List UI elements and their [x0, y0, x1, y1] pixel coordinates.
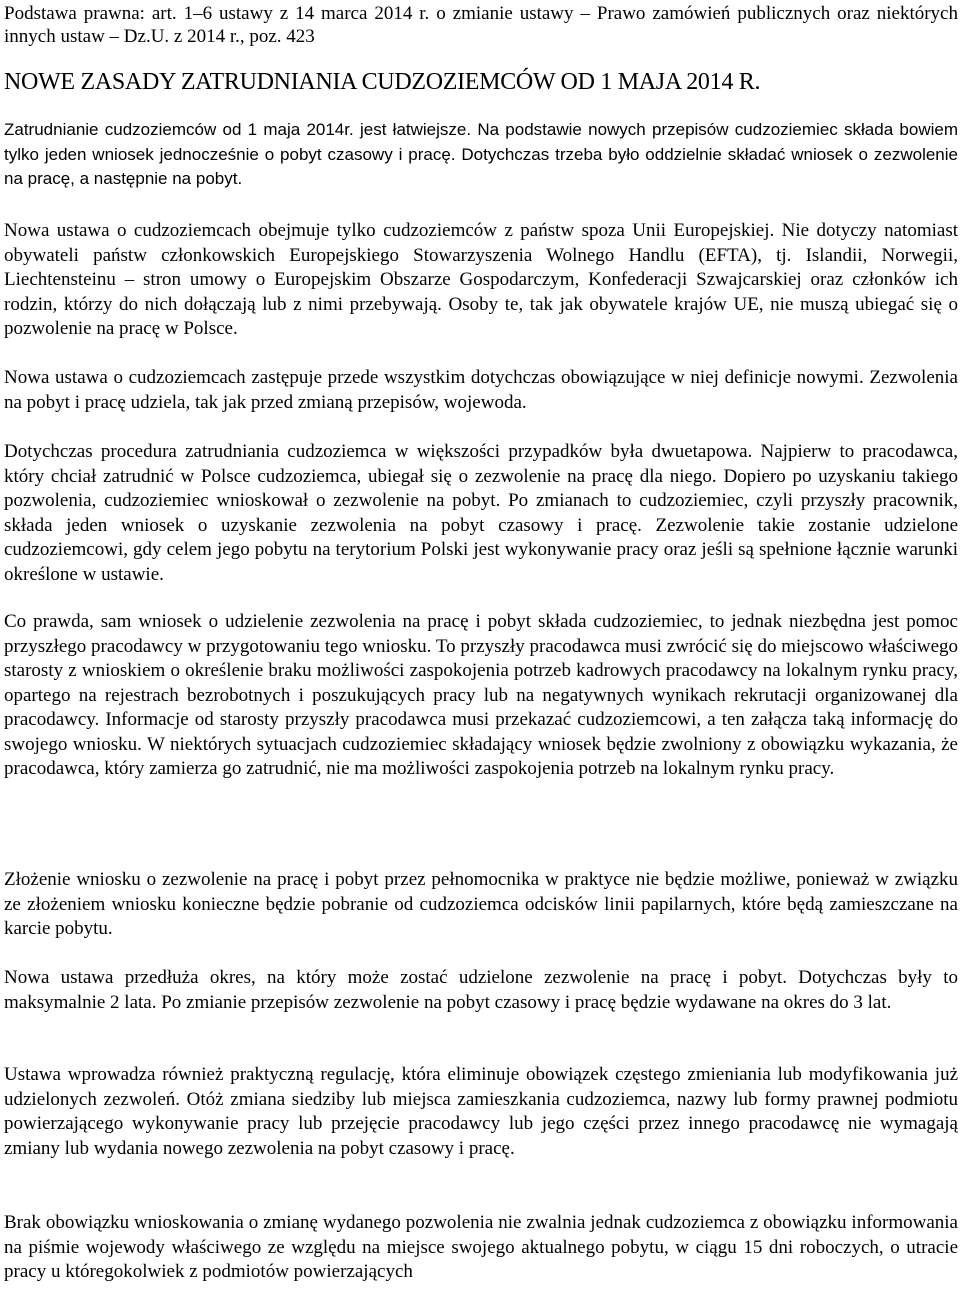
paragraph: Nowa ustawa przedłuża okres, na który może zostać udzielone zezwolenie na pracę i pobyt. Dotychczas były to maksymalnie 2 lata. Po zmianie przepisów zezwolenie na pobyt czasowy i pracę będzie wydawane na okres do 3 lat. — [4, 967, 958, 1013]
paragraph: Nowa ustawa o cudzoziemcach obejmuje tylko cudzoziemców z państw spoza Unii Europejskiej. Nie dotyczy natomiast obywateli państw członkowskich Europejskiego Stowarzyszenia Wolnego Handlu (EFTA), tj. Islandii, Norwegii, Liechtensteinu – stron umowy o Europejskim Obszarze Gospodarczym, Konfederacji Szwajcarskiej oraz członków ich rodzin, którzy do nich dołączają lub z nimi przebywają. Osoby te, tak jak obywatele krajów UE, nie muszą ubiegać się o pozwolenie na pracę w Polsce. — [4, 220, 958, 339]
document-title: NOWE ZASADY ZATRUDNIANIA CUDZOZIEMCÓW OD 1 MAJA 2014 R. — [4, 69, 761, 95]
paragraph: Ustawa wprowadza również praktyczną regulację, która eliminuje obowiązek częstego zmieniania lub modyfikowania już udzielonych zezwoleń. Otóż zmiana siedziby lub miejsca zamieszkania cudzoziemca, nazwy lub formy prawnej podmiotu powierzającego wykonywanie pracy lub przejęcie pracodawcy lub jego części przez innego pracodawcę nie wymagają zmiany lub wydania nowego zezwolenia na pobyt czasowy i pracę. — [4, 1064, 958, 1159]
paragraph: Zatrudnianie cudzoziemców od 1 maja 2014r. jest łatwiejsze. Na podstawie nowych przepisów cudzoziemiec składa bowiem tylko jeden wniosek jednocześnie o pobyt czasowy i pracę. Dotychczas trzeba było oddzielnie składać wniosek o zezwolenie na pracę, a następnie na pobyt. — [4, 120, 958, 188]
paragraph: Co prawda, sam wniosek o udzielenie zezwolenia na pracę i pobyt składa cudzoziemiec, to jednak niezbędna jest pomoc przyszłego pracodawcy w przygotowaniu tego wniosku. To przyszły pracodawca musi zwrócić się do miejscowo właściwego starosty z wnioskiem o określenie braku możliwości zaspokojenia potrzeb kadrowych pracodawcy na lokalnym rynku pracy, opartego na rejestrach bezrobotnych i poszukujących pracy lub na negatywnych wynikach rekrutacji organizowanej dla pracodawcy. Informacje od starosty przyszły pracodawca musi przekazać cudzoziemcowi, a ten załącza taką informację do swojego wniosku. W niektórych sytuacjach cudzoziemiec składający wniosek będzie zwolniony z obowiązku wykazania, że pracodawca, który zamierza go zatrudnić, nie ma możliwości zaspokojenia potrzeb na lokalnym rynku pracy. — [4, 611, 958, 779]
paragraph: Brak obowiązku wnioskowania o zmianę wydanego pozwolenia nie zwalnia jednak cudzoziemca z obowiązku informowania na piśmie wojewody właściwego ze względu na miejsce swojego aktualnego pobytu, w ciągu 15 dni roboczych, o utracie pracy u któregokolwiek z podmiotów powierzających — [4, 1212, 958, 1282]
paragraph: Złożenie wniosku o zezwolenie na pracę i pobyt przez pełnomocnika w praktyce nie będzie możliwe, ponieważ w związku ze złożeniem wniosku konieczne będzie pobranie od cudzoziemca odcisków linii papilarnych, które będą zamieszczane na karcie pobytu. — [4, 869, 958, 939]
paragraph: Dotychczas procedura zatrudniania cudzoziemca w większości przypadków była dwuetapowa. Najpierw to pracodawca, który chciał zatrudnić w Polsce cudzoziemca, ubiegał się o zezwolenie na pracę dla niego. Dopiero po uzyskaniu takiego pozwolenia, cudzoziemiec wnioskował o zezwolenie na pobyt. Po zmianach to cudzoziemiec, czyli przyszły pracownik, składa jeden wniosek o uzyskanie zezwolenia na pobyt czasowy i pracę. Zezwolenie takie zostanie udzielone cudzoziemcowi, gdy celem jego pobytu na terytorium Polski jest wykonywanie pracy oraz jeśli są spełnione łącznie warunki określone w ustawie. — [4, 441, 958, 585]
legal-basis: Podstawa prawna: art. 1–6 ustawy z 14 marca 2014 r. o zmianie ustawy – Prawo zamówień publicznych oraz niektórych innych ustaw – Dz.U. z 2014 r., poz. 423 — [4, 3, 958, 47]
paragraph: Nowa ustawa o cudzoziemcach zastępuje przede wszystkim dotychczas obowiązujące w niej definicje nowymi. Zezwolenia na pobyt i pracę udziela, tak jak przed zmianą przepisów, wojewoda. — [4, 367, 958, 413]
